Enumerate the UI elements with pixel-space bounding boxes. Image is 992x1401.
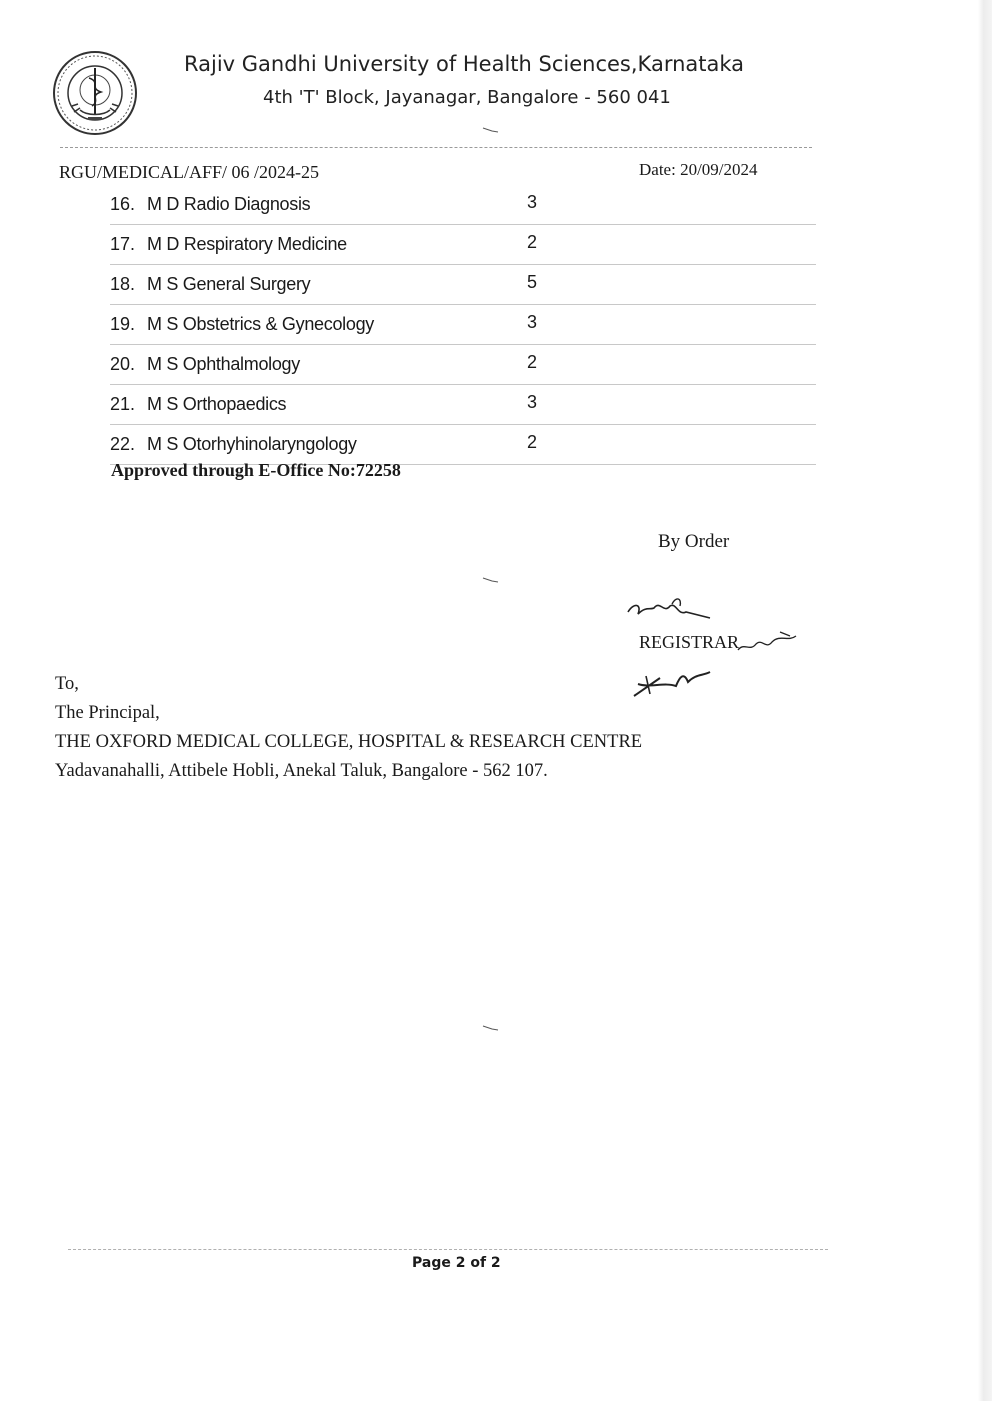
- registrar-designation: REGISTRAR: [639, 632, 740, 652]
- row-number: 21.: [110, 394, 136, 414]
- table-row: [110, 225, 816, 265]
- course-name: M D Radio Diagnosis: [147, 194, 311, 214]
- recipient-block: [55, 670, 642, 786]
- row-number: 18.: [110, 274, 136, 294]
- page-number: Page 2 of 2: [412, 1255, 501, 1271]
- row-number: 19.: [110, 314, 136, 334]
- header-divider: [60, 147, 812, 148]
- recipient-address: Yadavanahalli, Attibele Hobli, Anekal Taluk, Bangalore - 562 107.: [55, 761, 548, 781]
- approval-note: Approved through E-Office No:72258: [111, 460, 401, 480]
- table-row: [110, 185, 816, 225]
- university-seal-logo: [52, 50, 138, 136]
- recipient-salutation: To,: [55, 674, 79, 694]
- row-number: 17.: [110, 234, 136, 254]
- footer-divider: [68, 1249, 828, 1250]
- seat-count: 2: [527, 432, 538, 452]
- course-name: M S General Surgery: [147, 274, 311, 294]
- seat-count: 5: [527, 272, 538, 292]
- document-date: Date: 20/09/2024: [639, 160, 758, 179]
- row-number: 16.: [110, 194, 136, 214]
- row-number: 20.: [110, 354, 136, 374]
- seat-count: 3: [527, 192, 538, 212]
- scan-speck: [482, 576, 500, 584]
- seat-count: 3: [527, 392, 538, 412]
- table-row: [110, 345, 816, 385]
- university-name: Rajiv Gandhi University of Health Sciences,Karnataka: [184, 52, 745, 76]
- scan-speck: [482, 126, 500, 134]
- course-name: M D Respiratory Medicine: [147, 234, 347, 254]
- table-row: [110, 425, 816, 465]
- table-row: [110, 305, 816, 345]
- university-address: 4th 'T' Block, Jayanagar, Bangalore - 560 041: [263, 87, 671, 108]
- table-row: [110, 385, 816, 425]
- course-name: M S Obstetrics & Gynecology: [147, 314, 374, 334]
- seat-count: 3: [527, 312, 538, 332]
- course-name: M S Ophthalmology: [147, 354, 300, 374]
- scan-speck: [482, 1024, 500, 1032]
- reference-number: RGU/MEDICAL/AFF/ 06 /2024-25: [59, 162, 320, 182]
- course-seat-table: [110, 185, 816, 465]
- recipient-institution: THE OXFORD MEDICAL COLLEGE, HOSPITAL & RESEARCH CENTRE: [55, 732, 643, 752]
- seat-count: 2: [527, 232, 538, 252]
- row-number: 22.: [110, 434, 136, 454]
- seat-count: 2: [527, 352, 538, 372]
- table-row: [110, 265, 816, 305]
- scan-edge-shadow: [978, 0, 992, 1401]
- by-order-label: By Order: [658, 531, 730, 552]
- course-name: M S Otorhyhinolaryngology: [147, 434, 357, 454]
- recipient-title: The Principal,: [55, 703, 160, 723]
- course-name: M S Orthopaedics: [147, 394, 287, 414]
